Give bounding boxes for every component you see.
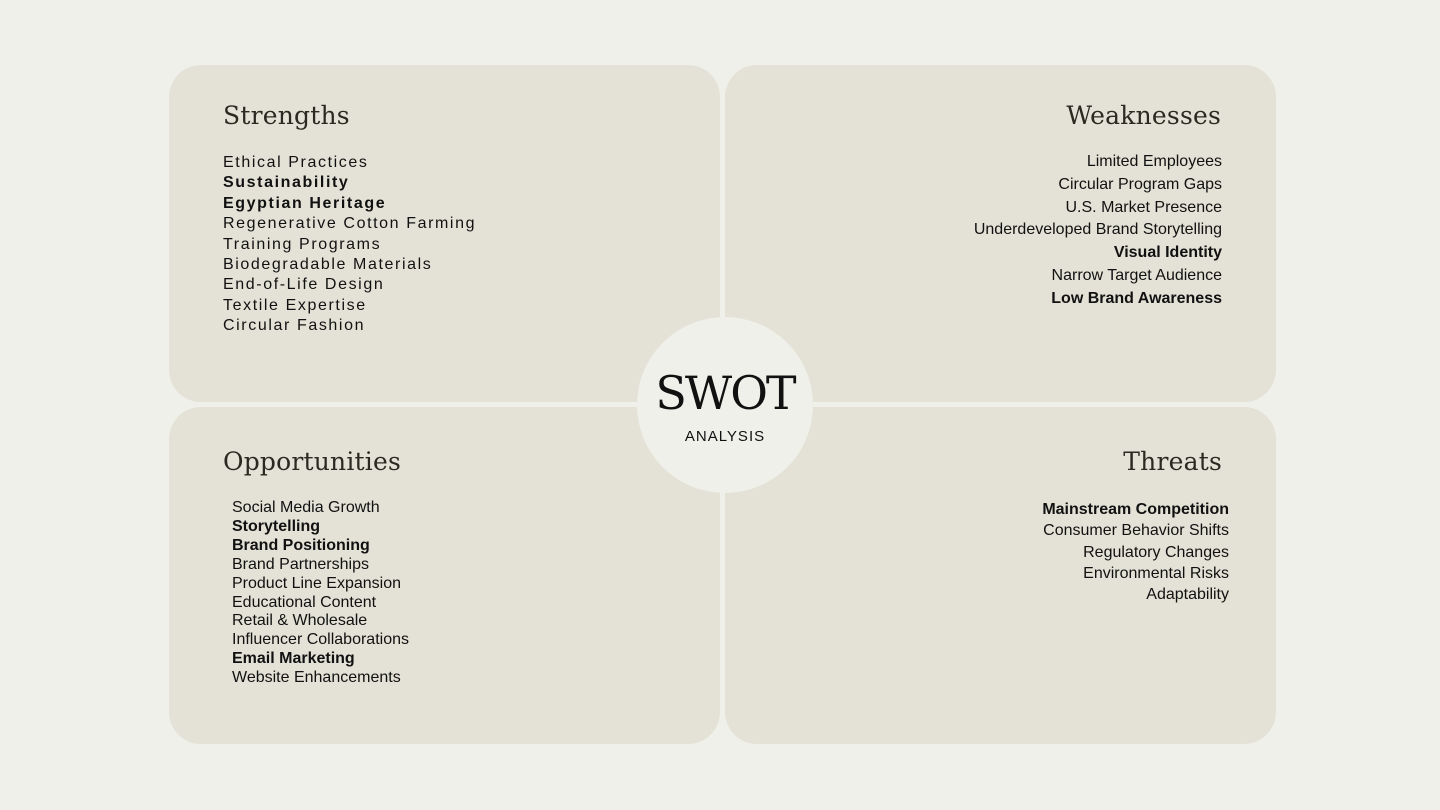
weaknesses-quadrant (725, 65, 1276, 402)
list-item: Environmental Risks (1083, 564, 1229, 582)
list-item: Adaptability (1146, 586, 1229, 604)
threats-quadrant (725, 407, 1276, 744)
list-item: Sustainability (223, 174, 350, 192)
threats-title: Threats (1123, 447, 1222, 476)
list-item: Narrow Target Audience (1051, 266, 1222, 284)
swot-center-badge (637, 317, 813, 493)
opportunities-list (232, 499, 409, 688)
list-item: Retail & Wholesale (232, 612, 368, 630)
list-item: Regulatory Changes (1083, 543, 1229, 561)
swot-center-title: SWOT (655, 366, 795, 420)
threats-list (1042, 499, 1229, 605)
list-item: Limited Employees (1086, 153, 1222, 170)
list-item: Training Programs (223, 235, 382, 253)
opportunities-title: Opportunities (223, 447, 402, 476)
list-item: Consumer Behavior Shifts (1043, 522, 1229, 540)
strengths-quadrant (169, 65, 720, 402)
swot-center-subtitle: ANALYSIS (684, 428, 766, 445)
list-item: Website Enhancements (232, 669, 401, 687)
weaknesses-title: Weaknesses (1066, 101, 1221, 130)
list-item: Storytelling (232, 517, 321, 535)
list-item: Mainstream Competition (1042, 501, 1229, 518)
list-item: Email Marketing (232, 650, 355, 668)
list-item: Circular Fashion (223, 317, 366, 335)
strengths-title: Strengths (223, 101, 350, 130)
strengths-list (223, 153, 476, 337)
list-item: Visual Identity (1113, 244, 1222, 262)
weaknesses-list (974, 151, 1222, 311)
list-item: Egyptian Heritage (223, 194, 387, 212)
list-item: Circular Program Gaps (1058, 175, 1222, 193)
list-item: Textile Expertise (223, 296, 367, 314)
list-item: Influencer Collaborations (232, 631, 409, 649)
list-item: End-of-Life Design (223, 276, 385, 294)
list-item: Low Brand Awareness (1051, 289, 1222, 307)
list-item: Product Line Expansion (232, 574, 401, 592)
list-item: U.S. Market Presence (1065, 198, 1222, 216)
list-item: Biodegradable Materials (223, 256, 433, 274)
list-item: Educational Content (232, 593, 377, 611)
list-item: Underdeveloped Brand Storytelling (973, 221, 1222, 239)
list-item: Brand Partnerships (232, 555, 369, 573)
list-item: Brand Positioning (232, 536, 370, 554)
list-item: Ethical Practices (223, 154, 369, 171)
list-item: Social Media Growth (232, 499, 380, 516)
opportunities-quadrant (169, 407, 720, 744)
list-item: Regenerative Cotton Farming (223, 215, 477, 233)
